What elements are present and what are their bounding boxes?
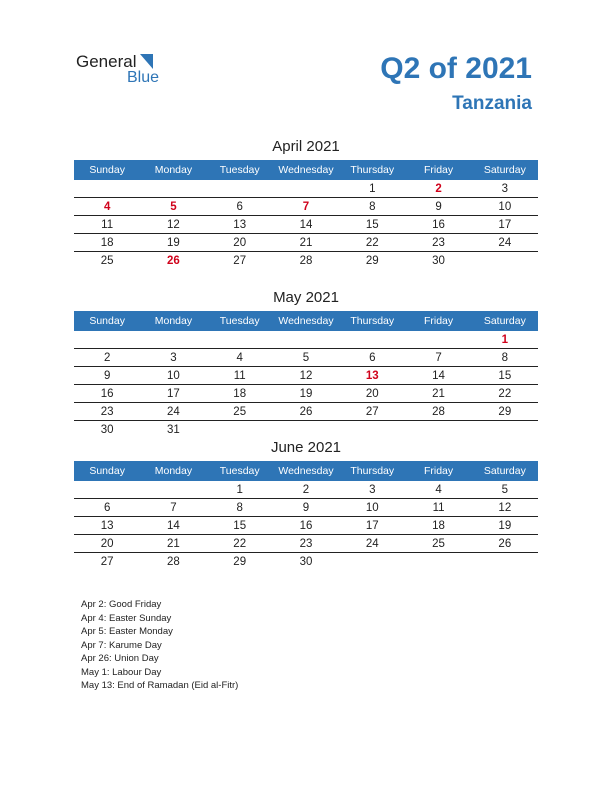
- weekday-friday: Friday: [423, 315, 454, 327]
- day-cell: 9: [103, 369, 111, 382]
- day-cell: 8: [501, 351, 509, 364]
- day-cell: 10: [167, 369, 180, 382]
- day-cell: 2: [435, 182, 442, 195]
- weekday-sunday: Sunday: [89, 164, 125, 176]
- day-cell: 25: [233, 405, 247, 418]
- day-cell: 3: [369, 483, 376, 496]
- day-cell: 16: [432, 218, 445, 231]
- weekday-tuesday: Tuesday: [219, 465, 260, 477]
- week-row: [74, 180, 538, 198]
- day-cell: 7: [302, 200, 310, 213]
- weekday-thursday: Thursday: [350, 315, 395, 327]
- month-title: June 2021: [270, 439, 342, 456]
- weekday-monday: Monday: [154, 465, 193, 477]
- day-cell: 31: [167, 423, 180, 436]
- week-row: [74, 349, 538, 367]
- day-cell: 27: [100, 555, 114, 568]
- holiday-list: [81, 598, 238, 693]
- weekday-wednesday: Wednesday: [278, 465, 334, 477]
- holiday-note: Apr 2: Good Friday: [81, 599, 162, 610]
- day-cell: 12: [498, 501, 512, 514]
- calendar-grid: [74, 481, 538, 570]
- weekday-monday: Monday: [154, 164, 193, 176]
- weekday-friday: Friday: [423, 164, 454, 176]
- day-cell: 6: [103, 501, 111, 514]
- day-cell: 20: [365, 387, 379, 400]
- week-row: [74, 198, 538, 216]
- page-subtitle: Tanzania: [452, 93, 532, 114]
- day-cell: 29: [365, 254, 379, 267]
- holiday-note: May 1: Labour Day: [81, 666, 162, 678]
- day-cell: 13: [233, 218, 247, 231]
- weekday-sunday: Sunday: [89, 465, 125, 477]
- weekday-tuesday: Tuesday: [219, 164, 260, 176]
- weekday-thursday: Thursday: [350, 465, 395, 477]
- day-cell: 17: [365, 519, 379, 532]
- day-cell: 11: [233, 369, 246, 382]
- day-cell: 27: [365, 405, 379, 418]
- day-cell: 26: [299, 405, 313, 418]
- day-cell: 23: [100, 405, 114, 418]
- calendar-grid: [74, 331, 538, 438]
- day-cell: 4: [236, 351, 243, 364]
- day-cell: 28: [167, 555, 180, 568]
- day-cell: 7: [435, 351, 442, 364]
- day-cell: 18: [432, 519, 445, 532]
- day-cell: 9: [435, 200, 442, 213]
- week-row: [74, 331, 538, 349]
- logo-general-text: General: [76, 52, 137, 71]
- day-cell: 28: [432, 405, 445, 418]
- week-row: [74, 535, 538, 553]
- logo-blue-text: Blue: [127, 69, 160, 86]
- day-cell: 15: [365, 218, 379, 231]
- day-cell: 19: [299, 387, 313, 400]
- logo-triangle-icon: [140, 54, 153, 69]
- day-cell: 9: [302, 501, 310, 514]
- holiday-note: Apr 26: Union Day: [81, 653, 159, 664]
- day-cell: 26: [498, 537, 512, 550]
- holiday-note: Apr 4: Easter Sunday: [81, 612, 172, 624]
- day-cell: 19: [167, 236, 180, 249]
- day-cell: 13: [365, 369, 379, 382]
- day-cell: 4: [435, 483, 442, 496]
- weekday-wednesday: Wednesday: [278, 315, 334, 327]
- day-cell: 12: [167, 218, 180, 231]
- day-cell: 7: [170, 501, 177, 514]
- week-row: [74, 216, 538, 234]
- day-cell: 3: [501, 182, 509, 195]
- calendar-grid: [74, 180, 538, 269]
- day-cell: 5: [501, 483, 509, 496]
- day-cell: 22: [233, 537, 247, 550]
- day-cell: 16: [299, 519, 313, 532]
- weekday-thursday: Thursday: [350, 164, 395, 176]
- week-row: [74, 553, 538, 570]
- logo: [76, 52, 176, 88]
- day-cell: 8: [236, 501, 243, 514]
- day-cell: 19: [498, 519, 512, 532]
- day-cell: 30: [100, 423, 114, 436]
- day-cell: 23: [432, 236, 445, 249]
- day-cell: 18: [233, 387, 247, 400]
- weekday-sunday: Sunday: [89, 315, 125, 327]
- month-title: April 2021: [272, 138, 340, 155]
- day-cell: 25: [432, 537, 445, 550]
- day-cell: 21: [299, 236, 313, 249]
- week-row: [74, 385, 538, 403]
- month-april: [74, 138, 538, 269]
- day-cell: 18: [100, 236, 114, 249]
- weekday-header: [74, 311, 538, 331]
- day-cell: 23: [299, 537, 313, 550]
- day-cell: 14: [299, 218, 313, 231]
- day-cell: 1: [501, 333, 509, 346]
- week-row: [74, 481, 538, 499]
- day-cell: 15: [498, 369, 512, 382]
- weekday-header: [74, 461, 538, 481]
- week-row: [74, 403, 538, 421]
- day-cell: 25: [100, 254, 114, 267]
- day-cell: 14: [432, 369, 445, 382]
- weekday-header: [74, 160, 538, 180]
- day-cell: 1: [369, 182, 376, 195]
- day-cell: 14: [167, 519, 180, 532]
- day-cell: 4: [103, 200, 111, 213]
- weekday-saturday: Saturday: [483, 315, 526, 327]
- day-cell: 28: [299, 254, 313, 267]
- day-cell: 5: [302, 351, 310, 364]
- day-cell: 1: [236, 483, 243, 496]
- day-cell: 2: [103, 351, 111, 364]
- day-cell: 21: [432, 387, 445, 400]
- week-row: [74, 517, 538, 535]
- weekday-friday: Friday: [423, 465, 454, 477]
- weekday-tuesday: Tuesday: [219, 315, 260, 327]
- week-row: [74, 252, 538, 269]
- weekday-saturday: Saturday: [483, 164, 526, 176]
- page-title: Q2 of 2021: [380, 52, 532, 85]
- weekday-monday: Monday: [154, 315, 193, 327]
- month-june: [74, 439, 538, 570]
- day-cell: 6: [369, 351, 376, 364]
- week-row: [74, 499, 538, 517]
- holiday-note: Apr 7: Karume Day: [81, 639, 162, 651]
- day-cell: 24: [365, 537, 379, 550]
- day-cell: 29: [233, 555, 247, 568]
- day-cell: 2: [302, 483, 310, 496]
- day-cell: 26: [167, 254, 180, 267]
- day-cell: 30: [432, 254, 445, 267]
- month-may: [74, 289, 538, 438]
- day-cell: 8: [369, 200, 376, 213]
- day-cell: 12: [299, 369, 313, 382]
- day-cell: 17: [498, 218, 512, 231]
- day-cell: 27: [233, 254, 247, 267]
- week-row: [74, 234, 538, 252]
- day-cell: 16: [100, 387, 114, 400]
- day-cell: 29: [498, 405, 512, 418]
- holiday-note: Apr 5: Easter Monday: [81, 626, 173, 637]
- day-cell: 5: [170, 200, 177, 213]
- day-cell: 15: [233, 519, 247, 532]
- day-cell: 10: [498, 200, 512, 213]
- weekday-wednesday: Wednesday: [278, 164, 334, 176]
- week-row: [74, 421, 538, 438]
- day-cell: 30: [299, 555, 313, 568]
- day-cell: 11: [432, 501, 445, 514]
- day-cell: 20: [233, 236, 247, 249]
- week-row: [74, 367, 538, 385]
- day-cell: 17: [167, 387, 180, 400]
- day-cell: 6: [236, 200, 243, 213]
- day-cell: 13: [100, 519, 114, 532]
- day-cell: 10: [365, 501, 379, 514]
- day-cell: 22: [498, 387, 512, 400]
- day-cell: 24: [498, 236, 512, 249]
- day-cell: 22: [365, 236, 379, 249]
- day-cell: 20: [100, 537, 114, 550]
- month-title: May 2021: [273, 289, 339, 306]
- day-cell: 21: [167, 537, 180, 550]
- day-cell: 24: [167, 405, 180, 418]
- day-cell: 11: [101, 218, 114, 231]
- holiday-note: May 13: End of Ramadan (Eid al-Fitr): [81, 680, 239, 691]
- weekday-saturday: Saturday: [483, 465, 526, 477]
- day-cell: 3: [170, 351, 177, 364]
